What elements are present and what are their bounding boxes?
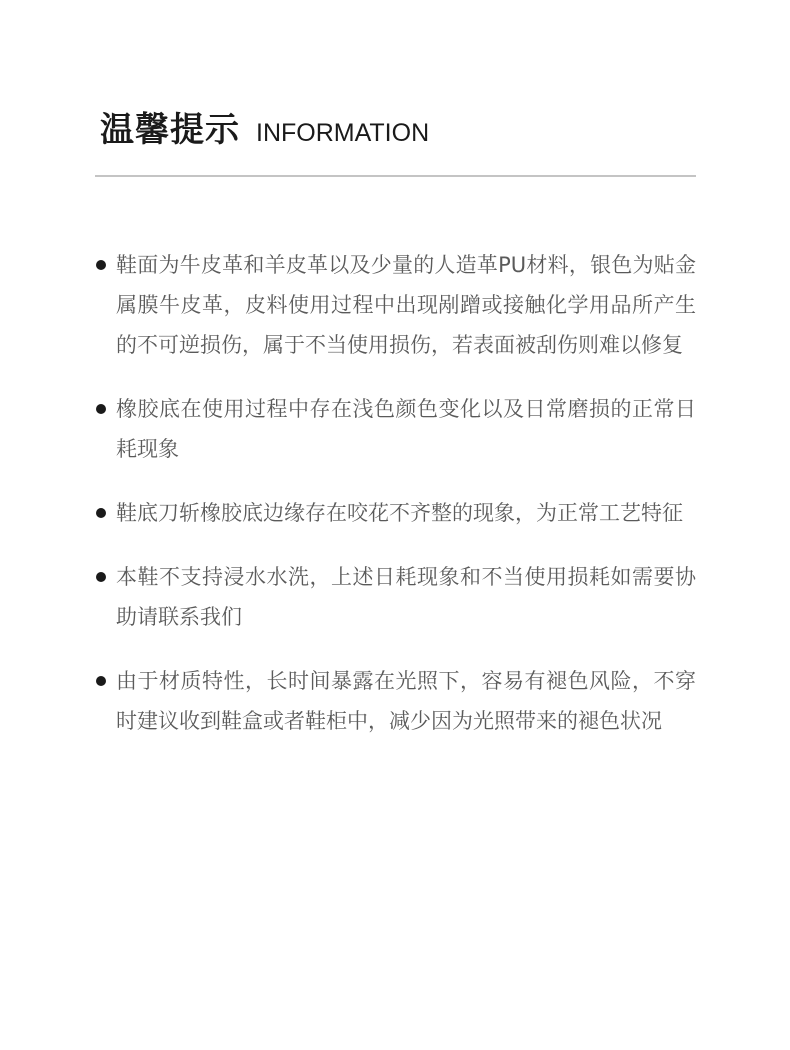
notice-item bbox=[96, 493, 696, 533]
bullet-dot-icon bbox=[96, 404, 106, 414]
notice-text: 由于材质特性，长时间暴露在光照下，容易有褪色风险，不穿时建议收到鞋盒或者鞋柜中，减少因为光照带来的褪色状况 bbox=[116, 669, 696, 733]
notice-list bbox=[96, 245, 696, 765]
notice-item bbox=[96, 661, 696, 741]
notice-text: 橡胶底在使用过程中存在浅色颜色变化以及日常磨损的正常日耗现象 bbox=[116, 397, 696, 461]
notice-text: 鞋面为牛皮革和羊皮革以及少量的人造革PU材料，银色为贴金属膜牛皮革，皮料使用过程中出现剐蹭或接触化学用品所产生的不可逆损伤，属于不当使用损伤，若表面被刮伤则难以修复 bbox=[116, 253, 696, 357]
page-title: 温馨提示 bbox=[100, 110, 240, 150]
page-subtitle: INFORMATION bbox=[256, 119, 430, 147]
bullet-dot-icon bbox=[96, 676, 106, 686]
section-header bbox=[100, 102, 429, 151]
notice-item bbox=[96, 557, 696, 637]
bullet-dot-icon bbox=[96, 260, 106, 270]
notice-text: 鞋底刀斩橡胶底边缘存在咬花不齐整的现象，为正常工艺特征 bbox=[116, 501, 683, 525]
notice-item bbox=[96, 245, 696, 365]
notice-item bbox=[96, 389, 696, 469]
header-divider bbox=[95, 175, 696, 177]
bullet-dot-icon bbox=[96, 508, 106, 518]
bullet-dot-icon bbox=[96, 572, 106, 582]
notice-text: 本鞋不支持浸水水洗，上述日耗现象和不当使用损耗如需要协助请联系我们 bbox=[116, 565, 696, 629]
